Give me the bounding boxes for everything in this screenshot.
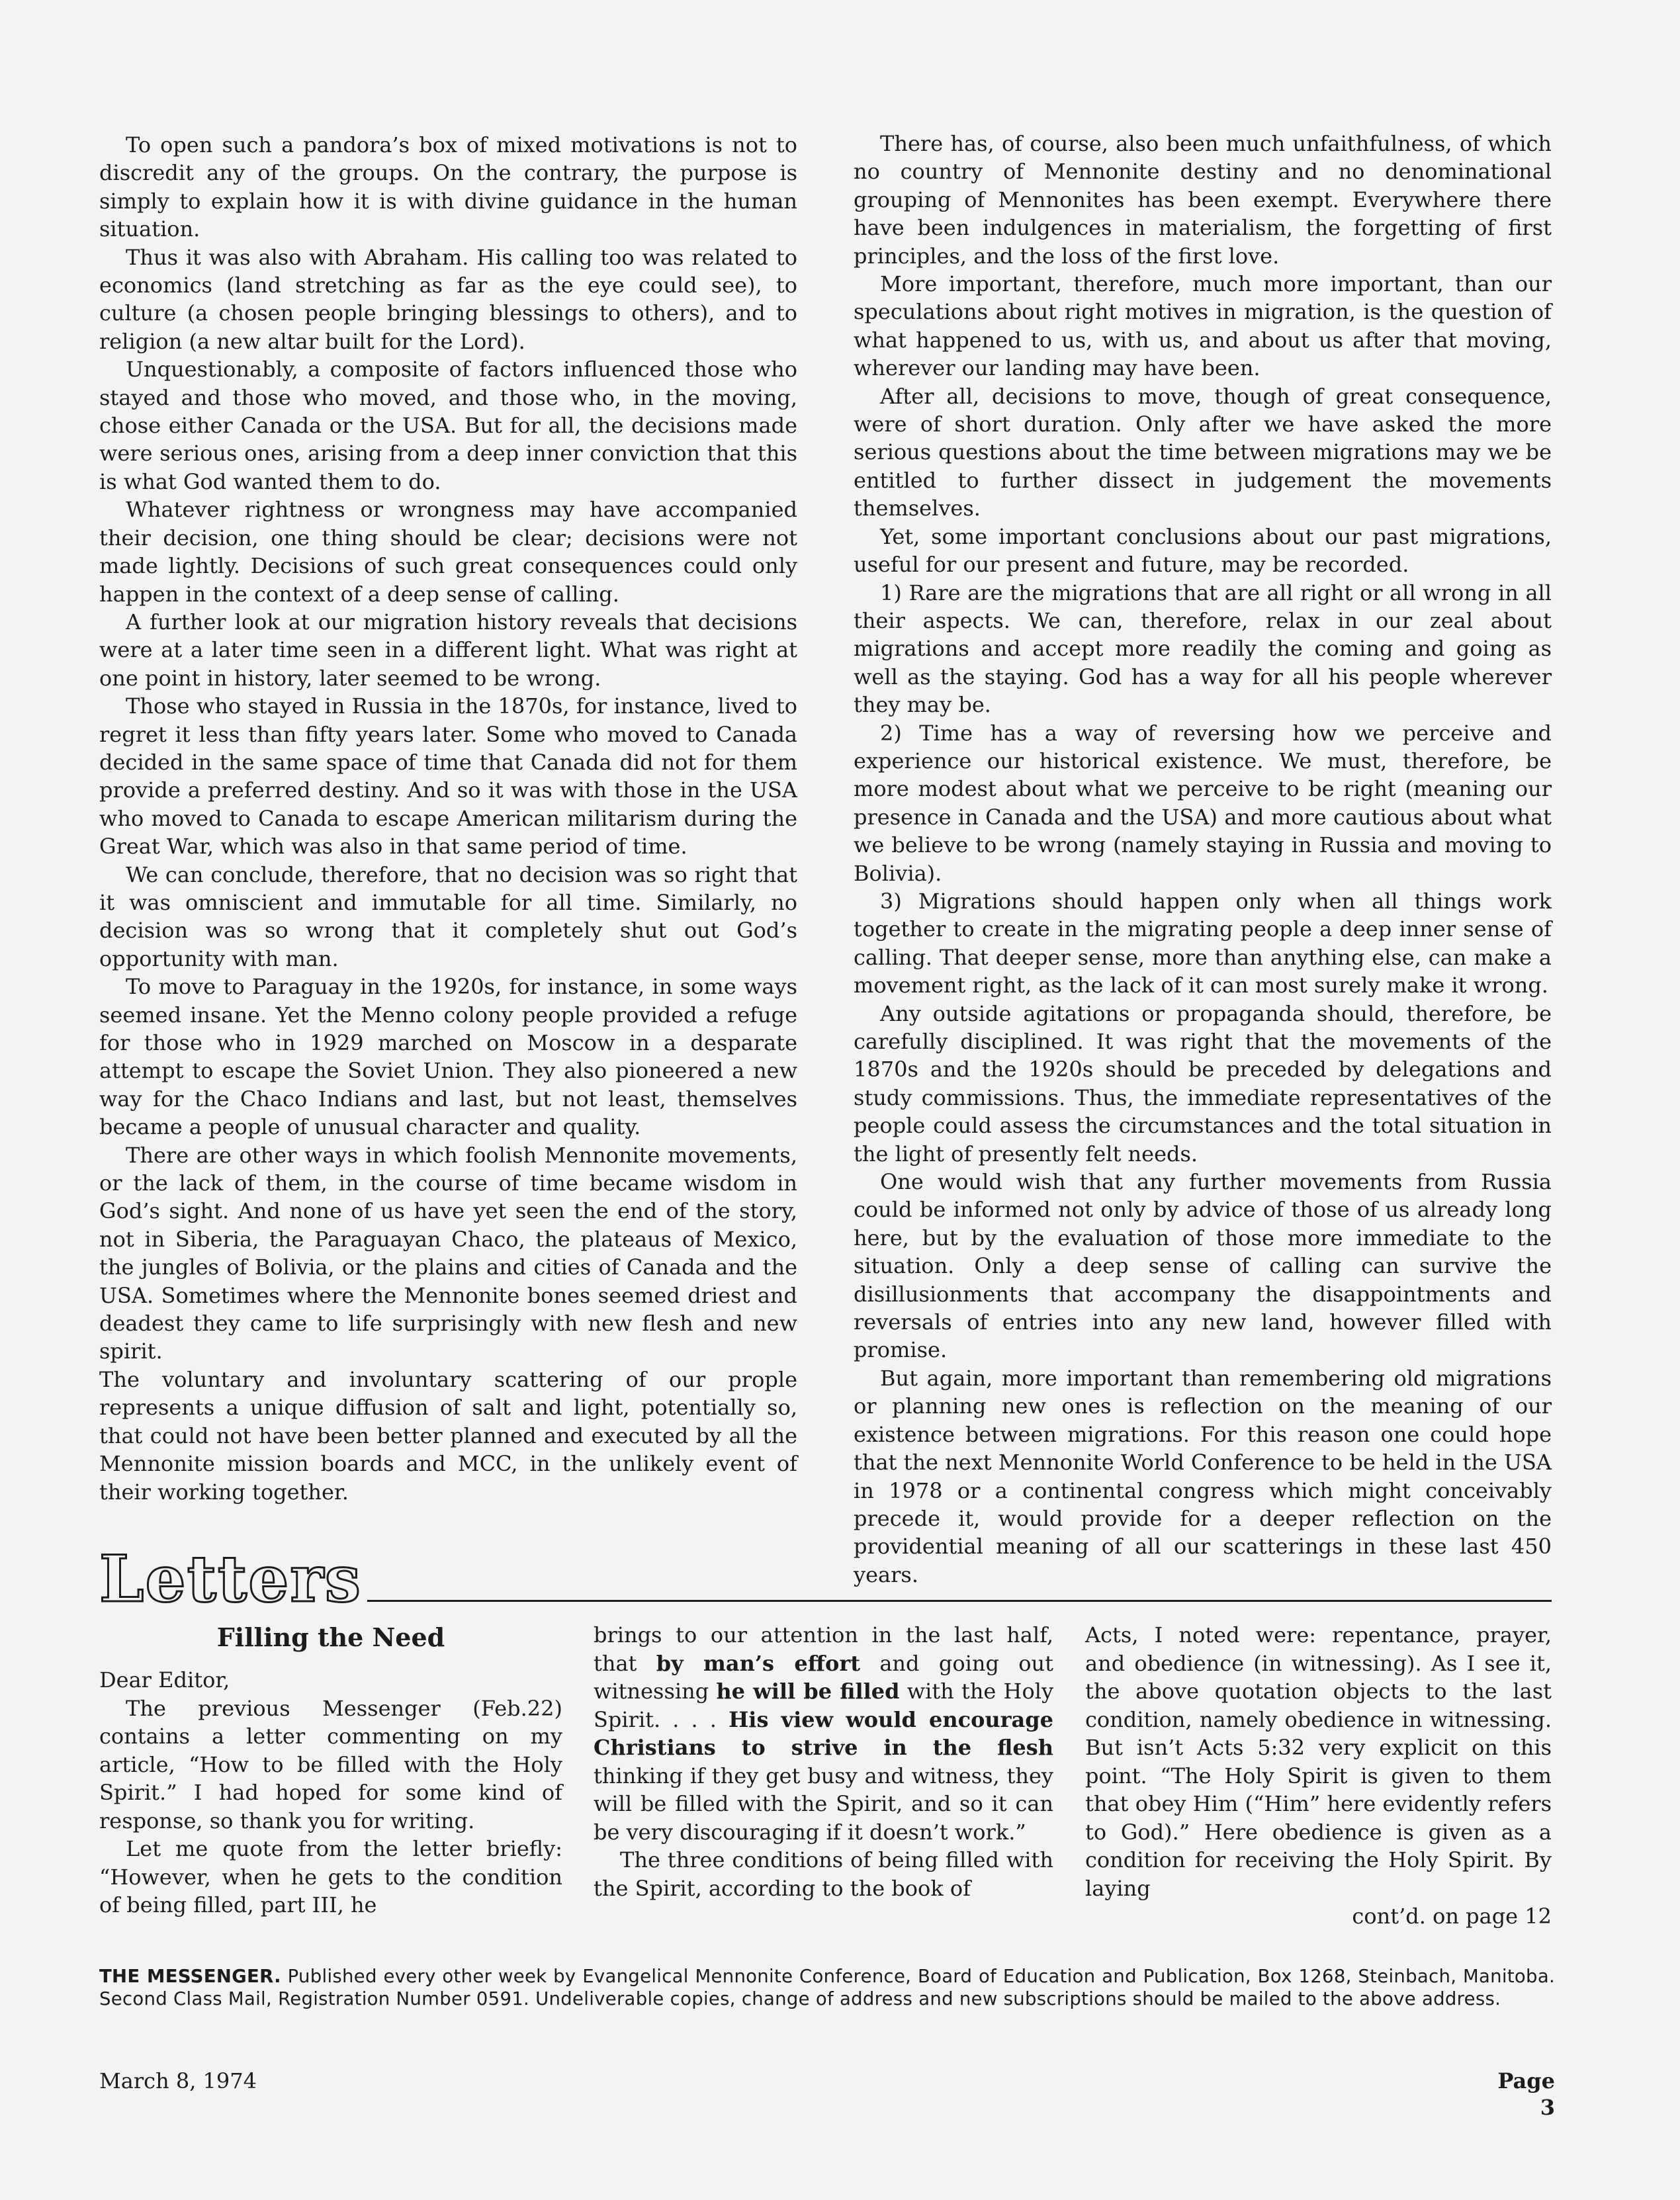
letter-paragraph: Acts, I noted were: repentance, prayer, and obedience (in witnessing). As I see it, the above quotation objects to the last condition, namely obedience in witnessing. But isn’t Acts 5:32 very explicit on this point. “The Holy Spirit is given to them that obey Him (“Him” here evidently refers to God).” Here obedience is given as a condition for receiving the Holy Spirit. By laying [1085,1622,1552,1901]
letter-column-2 [594,1621,1053,1902]
article-paragraph: Thus it was also with Abraham. His calling too was related to economics (land stretching as far as the eye could see), to culture (a chosen people bringing blessings to others), and to religion (a new altar built for the Lord). [99,244,797,354]
continued-note: cont’d. on page 12 [1352,1904,1552,1929]
letter-paragraph: Let me quote from the letter briefly: “However, when he gets to the condition of being filled, part III, he [99,1836,562,1917]
article-paragraph: Whatever rightness or wrongness may have accompanied their decision, one thing should be clear; decisions were not made lightly. Decisions of such great consequences could only happen in the context of a deep sense of calling. [99,497,797,607]
letter-text: and going out witnessing [594,1650,1054,1704]
masthead-name: THE MESSENGER. [99,1966,281,1987]
issue-date: March 8, 1974 [99,2068,257,2093]
masthead-text: Published every other week by Evangelical Mennonite Conference, Board of Education and Publication, Box 1268, Steinbach, Manitoba. Second Class Mail, Registration Number 0591. Undeliverable copies, change of address and new subscriptions should be mailed to the above address. [99,1966,1556,2009]
article-paragraph: 3) Migrations should happen only when all things work together to create in the migrating people a deep inner sense of calling. That deeper sense, more than anything else, can make a movement right, as the lack of it can most surely make it wrong. [854,888,1552,998]
article-paragraph: There are other ways in which foolish Mennonite movements, or the lack of them, in the course of time became wisdom in God’s sight. And none of us have yet seen the end of the story, not in Siberia, the Paraguayan Chaco, the plateaus of Mexico, the jungles of Bolivia, or the plains and cities of Canada and the USA. Sometimes where the Mennonite bones seemed driest and deadest they came to life surprisingly with new flesh and new spirit. [99,1142,797,1364]
article-paragraph: More important, therefore, much more important, than our speculations about right motives in migration, is the question of what happened to us, with us, and about us after that moving, wherever our landing may have been. [854,271,1552,381]
letter-title: Filling the Need [216,1622,445,1652]
letters-heading-title: Letters [99,1542,362,1616]
article-paragraph: 1) Rare are the migrations that are all right or all wrong in all their aspects. We can, therefore, relax in our zeal about migrations and accept more readily the coming and going as well as the staying. God has a way for all his people wherever they may be. [854,580,1552,718]
letter-text: with the Holy Spirit. . . . [594,1679,1054,1732]
article-paragraph: Those who stayed in Russia in the 1870s, for instance, lived to regret it less than fifty years later. Some who moved to Canada decided in the same space of time that Canada did not for them provide a preferred destiny. And so it was with those in the USA who moved to Canada to escape American militarism during the Great War, which was also in that same period of time. [99,693,797,859]
article-paragraph: But again, more important than remembering old migrations or planning new ones is reflection on the meaning of our existence between migrations. For this reason one could hope that the next Mennonite World Conference to be held in the USA in 1978 or a continental congress which might conceivably precede it, would provide for a deeper reflection on the providential meaning of all our scatterings in these last 450 years. [854,1365,1552,1587]
letters-section-heading [99,1542,1552,1616]
article-paragraph: Yet, some important conclusions about our past migrations, useful for our present and future, may be recorded. [854,523,1552,578]
article-paragraph: We can conclude, therefore, that no decision was so right that it was omniscient and immutable for all time. Similarly, no decision was so wrong that it completely shut out God’s opportunity with man. [99,861,797,971]
letter-paragraph: The previous Messenger (Feb.22) contains a letter commenting on my article, “How to be filled with the Holy Spirit.” I had hoped for some kind of response, so thank you for writing. [99,1695,562,1833]
heading-rule [367,1600,1552,1602]
letter-emphasis: His view would encourage Christians to strive in the flesh [594,1706,1054,1760]
article-right-column [854,130,1552,1589]
article-paragraph: Any outside agitations or propaganda should, therefore, be carefully disciplined. It was right that the movements of the 1870s and the 1920s should be preceded by delegations and study commissions. Thus, the immediate representatives of the people could assess the circumstances and the total situation in the light of presently felt needs. [854,1000,1552,1166]
article-paragraph: To move to Paraguay in the 1920s, for instance, in some ways seemed insane. Yet the Menno colony people provided a refuge for those who in 1929 marched on Moscow in a desparate attempt to escape the Soviet Union. They also pioneered a new way for the Chaco Indians and last, but not least, themselves became a people of unusual character and quality. [99,974,797,1140]
letter-paragraph: The three conditions of being filled with the Spirit, according to the book of [594,1847,1053,1901]
page-number: Page 3 [1497,2068,1555,2120]
article-left-column [99,131,797,1506]
article-paragraph: To open such a pandora’s box of mixed motivations is not to discredit any of the groups. On the contrary, the purpose is simply to explain how it is with divine guidance in the human situation. [99,132,797,242]
letter-column-3 [1085,1621,1552,1931]
article-paragraph: The voluntary and involuntary scattering of our prople represents a unique diffusion of salt and light, potentially so, that could not have been better planned and executed by all the Mennonite mission boards and MCC, in the unlikely event of their working together. [99,1366,797,1505]
letter-emphasis: he will be filled [716,1679,900,1704]
article-paragraph: There has, of course, also been much unfaithfulness, of which no country of Mennonite destiny and no denominational grouping of Mennonites has been exempt. Everywhere there have been indulgences in materialism, the forgetting of first principles, and the loss of the first love. [854,131,1552,269]
letter-column-1 [99,1621,562,1919]
letter-paragraph [594,1621,1053,1846]
letter-text: brings to our attention in the last half, that [594,1622,1053,1676]
article-paragraph: After all, decisions to move, though of great consequence, were of short duration. Only after we have asked the more serious questions about the time between migrations may we be entitled to further dissect in judgement the movements themselves. [854,383,1552,521]
article-paragraph: 2) Time has a way of reversing how we perceive and experience our historical existence. We must, therefore, be more modest about what we perceive to be right (meaning our presence in Canada and the USA) and more cautious about what we believe to be wrong (namely staying in Russia and moving to Bolivia). [854,720,1552,886]
letter-text: thinking if they get busy and witness, they will be filled with the Spirit, and so it can be very discouraging if it doesn’t work.” [594,1763,1053,1845]
article-paragraph: One would wish that any further movements from Russia could be informed not only by advice of those of us already long here, but by the evaluation of those more immediate to the situation. Only a deep sense of calling can survive the disillusionments that accompany the disappointments and reversals of entries into any new land, however filled with promise. [854,1169,1552,1363]
letter-emphasis: by man’s effort [656,1650,860,1676]
publication-masthead [99,1965,1555,2010]
letter-salutation: Dear Editor, [99,1667,230,1693]
article-paragraph: A further look at our migration history reveals that decisions were at a later time seen in a different light. What was right at one point in history, later seemed to be wrong. [99,609,797,691]
article-paragraph: Unquestionably, a composite of factors influenced those who stayed and those who moved, and those who, in the moving, chose either Canada or the USA. But for all, the decisions made were serious ones, arising from a deep inner conviction that this is what God wanted them to do. [99,357,797,494]
